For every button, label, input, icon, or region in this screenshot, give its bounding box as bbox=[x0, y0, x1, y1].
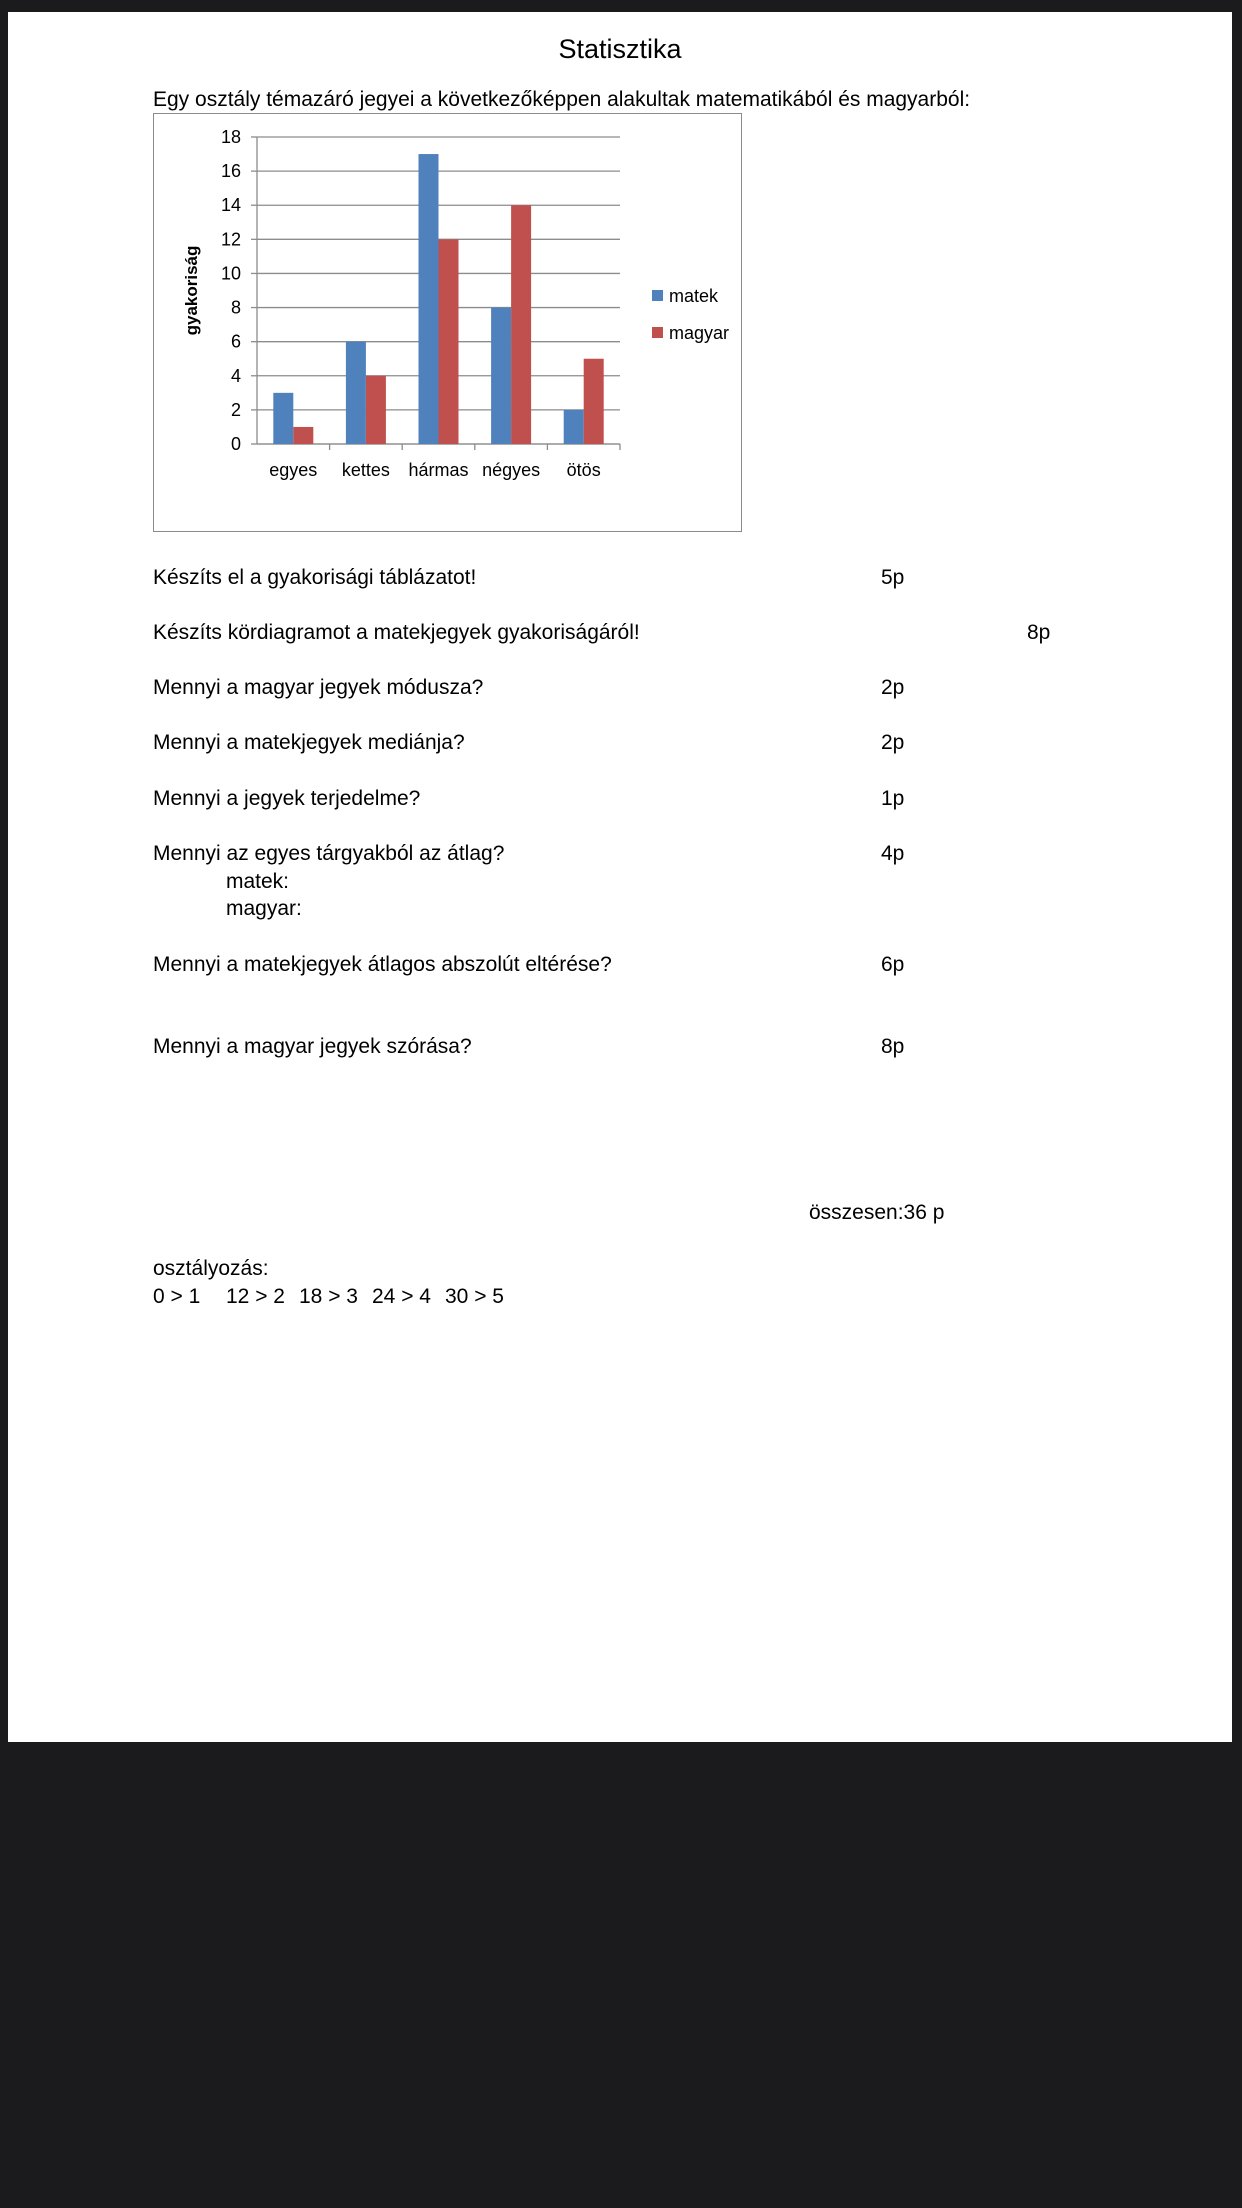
grade-chart-svg bbox=[154, 114, 743, 533]
total-points: összesen:36 p bbox=[809, 1201, 945, 1224]
page-title: Statisztika bbox=[558, 34, 682, 64]
grade-chart bbox=[153, 113, 742, 532]
x-tick-label-négyes: négyes bbox=[482, 460, 541, 480]
question-5: Mennyi a jegyek terjedelme? bbox=[153, 787, 421, 810]
question-6: Mennyi az egyes tárgyakból az átlag? bbox=[153, 842, 505, 865]
grading-range-3: 18 > 3 bbox=[299, 1285, 358, 1308]
question-2-points: 8p bbox=[1027, 621, 1051, 644]
x-tick-label-ötös: ötös bbox=[566, 460, 601, 480]
x-tick-label-kettes: kettes bbox=[341, 460, 390, 480]
legend-swatch-matek bbox=[652, 290, 663, 301]
legend-label-matek: matek bbox=[669, 286, 719, 306]
bar-magyar-négyes bbox=[511, 205, 531, 444]
question-4: Mennyi a matekjegyek mediánja? bbox=[153, 731, 465, 754]
y-tick-label-10: 10 bbox=[220, 263, 241, 284]
y-tick-label-12: 12 bbox=[220, 229, 241, 250]
bar-matek-kettes bbox=[346, 342, 366, 444]
question-4-points: 2p bbox=[881, 731, 905, 754]
y-tick-label-18: 18 bbox=[220, 127, 241, 147]
question-5-points: 1p bbox=[881, 787, 905, 810]
x-tick-label-hármas: hármas bbox=[408, 460, 469, 480]
y-tick-label-14: 14 bbox=[220, 195, 241, 216]
bar-magyar-egyes bbox=[293, 427, 313, 444]
question-1: Készíts el a gyakorisági táblázatot! bbox=[153, 566, 477, 589]
x-tick-label-egyes: egyes bbox=[269, 460, 318, 480]
grading-range-5: 30 > 5 bbox=[445, 1285, 504, 1308]
bar-matek-ötös bbox=[564, 410, 584, 444]
bar-matek-egyes bbox=[273, 393, 293, 444]
question-2: Készíts kördiagramot a matekjegyek gyakoriságáról! bbox=[153, 621, 640, 644]
y-axis-label: gyakoriság bbox=[182, 245, 201, 336]
question-7-points: 6p bbox=[881, 953, 905, 976]
y-tick-label-8: 8 bbox=[230, 297, 241, 318]
bar-matek-hármas bbox=[419, 154, 439, 444]
question-1-points: 5p bbox=[881, 566, 905, 589]
question-6-sub-magyar: magyar: bbox=[226, 897, 302, 920]
question-6-points: 4p bbox=[881, 842, 905, 865]
y-tick-label-4: 4 bbox=[230, 365, 241, 386]
bar-matek-négyes bbox=[491, 308, 511, 444]
question-3: Mennyi a magyar jegyek módusza? bbox=[153, 676, 484, 699]
intro-text: Egy osztály témazáró jegyei a következőképpen alakultak matematikából és magyarból: bbox=[153, 88, 971, 111]
bar-magyar-ötös bbox=[584, 359, 604, 444]
question-8-points: 8p bbox=[881, 1035, 905, 1058]
question-6-sub-matek: matek: bbox=[226, 870, 290, 893]
document-page bbox=[8, 12, 1232, 1742]
grading-range-4: 24 > 4 bbox=[372, 1285, 431, 1308]
question-8: Mennyi a magyar jegyek szórása? bbox=[153, 1035, 472, 1058]
question-7: Mennyi a matekjegyek átlagos abszolút eltérése? bbox=[153, 953, 612, 976]
grading-range-2: 12 > 2 bbox=[226, 1285, 285, 1308]
grading-label: osztályozás: bbox=[153, 1257, 269, 1280]
legend-label-magyar: magyar bbox=[669, 323, 730, 343]
y-tick-label-16: 16 bbox=[220, 161, 241, 182]
y-tick-label-6: 6 bbox=[230, 331, 241, 352]
question-3-points: 2p bbox=[881, 676, 905, 699]
legend-swatch-magyar bbox=[652, 327, 663, 338]
bar-magyar-kettes bbox=[366, 376, 386, 444]
grading-range-1: 0 > 1 bbox=[153, 1285, 201, 1308]
bar-magyar-hármas bbox=[439, 239, 459, 444]
y-tick-label-2: 2 bbox=[230, 399, 241, 420]
y-tick-label-0: 0 bbox=[230, 434, 241, 454]
